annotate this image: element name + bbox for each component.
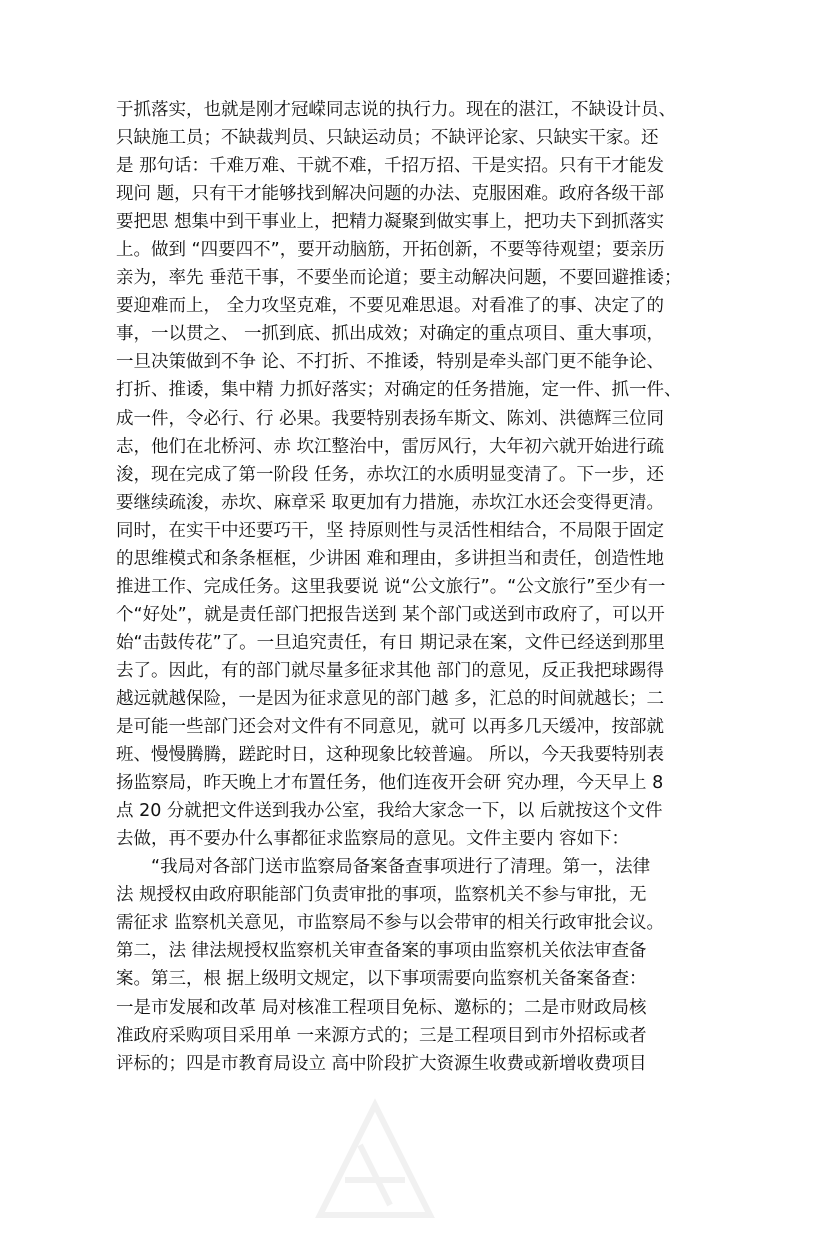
text-line: 同时，在实干中还要巧干，坚 持原则性与灵活性相结合，不局限于固定 bbox=[116, 520, 665, 541]
text-line: 要继续疏浚，赤坎、麻章采 取更加有力措施，赤坎江水还会变得更清。 bbox=[116, 492, 665, 513]
text-line: 成一件，令必行、行 必果。我要特别表扬车斯文、陈刘、洪德辉三位同 bbox=[116, 408, 665, 429]
text-line: 事，一以贯之、 一抓到底、抓出成效；对确定的重点项目、重大事项， bbox=[116, 324, 665, 345]
text-line: 是可能一些部门还会对文件有不同意见，就可 以再多几天缓冲，按部就 bbox=[116, 717, 665, 738]
text-line: 班、慢慢腾腾，蹉跎时日，这种现象比较普遍。 所以，今天我要特别表 bbox=[116, 745, 665, 766]
text-line: 始“击鼓传花”了。一旦追究责任，有日 期记录在案，文件已经送到那里 bbox=[116, 632, 665, 653]
text-line: 案。第三，根 据上级明文规定，以下事项需要向监察机关备案备查： bbox=[116, 969, 647, 990]
text-line: 于抓落实，也就是刚才冠嵘同志说的执行力。现在的湛江，不缺设计员、 bbox=[116, 100, 676, 120]
text-line: 法 规授权由政府职能部门负责审批的事项，监察机关不参与审批，无 bbox=[116, 885, 647, 906]
text-line: 点 20 分就把文件送到我办公室，我给大家念一下，以 后就按这个文件 bbox=[116, 801, 663, 822]
text-line: 打折、推诿，集中精 力抓好落实；对确定的任务措施，定一件、抓一件、 bbox=[116, 380, 682, 401]
text-line: 要迎难而上， 全力攻坚克难，不要见难思退。对看准了的事、决定了的 bbox=[116, 296, 665, 317]
text-line: 的思维模式和条条框框，少讲困 难和理由，多讲担当和责任，创造性地 bbox=[116, 548, 665, 569]
text-line: 需征求 监察机关意见，市监察局不参与以会带审的相关行政审批会议。 bbox=[116, 913, 665, 934]
text-line: 上。做到 “四要四不”，要开动脑筋，开拓创新，不要等待观望；要亲历 bbox=[116, 240, 665, 261]
watermark-icon bbox=[300, 1085, 450, 1235]
text-line: 准政府采购项目采用单 一来源方式的；三是工程项目到市外招标或者 bbox=[116, 1025, 647, 1046]
text-line: 只缺施工员；不缺裁判员、只缺运动员；不缺评论家、只缺实干家。还 bbox=[116, 128, 659, 149]
text-line: 推进工作、完成任务。这里我要说 说“公文旅行”。“公文旅行”至少有一 bbox=[116, 576, 666, 597]
text-line: 志，他们在北桥河、赤 坎江整治中，雷厉风行，大年初六就开始进行疏 bbox=[116, 436, 665, 457]
text-line: 要把思 想集中到干事业上，把精力凝聚到做实事上，把功夫下到抓落实 bbox=[116, 212, 665, 233]
body-text bbox=[116, 96, 726, 1078]
text-line: 一旦决策做到不争 论、不打折、不推诿，特别是牵头部门更不能争论、 bbox=[116, 352, 665, 373]
text-line: 第二，法 律法规授权监察机关审查备案的事项由监察机关依法审查备 bbox=[116, 941, 647, 962]
text-line: “我局对各部门送市监察局备案备查事项进行了清理。第一，法律 bbox=[151, 857, 651, 878]
text-line: 去做，再不要办什么事都征求监察局的意见。文件主要内 容如下： bbox=[116, 829, 630, 850]
text-line: 个“好处”，就是责任部门把报告送到 某个部门或送到市政府了，可以开 bbox=[116, 604, 665, 625]
text-line: 越远就越保险，一是因为征求意见的部门越 多，汇总的时间就越长；二 bbox=[116, 688, 665, 709]
text-line: 一是市发展和改革 局对核准工程项目免标、邀标的；二是市财政局核 bbox=[116, 997, 647, 1018]
text-line: 扬监察局，昨天晚上才布置任务，他们连夜开会研 究办理，今天早上 8 bbox=[116, 773, 664, 794]
text-line: 去了。因此，有的部门就尽量多征求其他 部门的意见，反正我把球踢得 bbox=[116, 660, 665, 681]
text-line: 评标的；四是市教育局设立 高中阶段扩大资源生收费或新增收费项目 bbox=[116, 1053, 647, 1074]
text-line: 浚，现在完成了第一阶段 任务，赤坎江的水质明显变清了。下一步，还 bbox=[116, 464, 665, 485]
text-line: 是 那句话：千难万难、干就不难，千招万招、干是实招。只有干才能发 bbox=[116, 156, 665, 177]
text-line: 现问 题，只有干才能够找到解决问题的办法、克服困难。政府各级干部 bbox=[116, 184, 665, 205]
text-line: 亲为，率先 垂范干事，不要坐而论道；要主动解决问题，不要回避推诿； bbox=[116, 268, 682, 289]
